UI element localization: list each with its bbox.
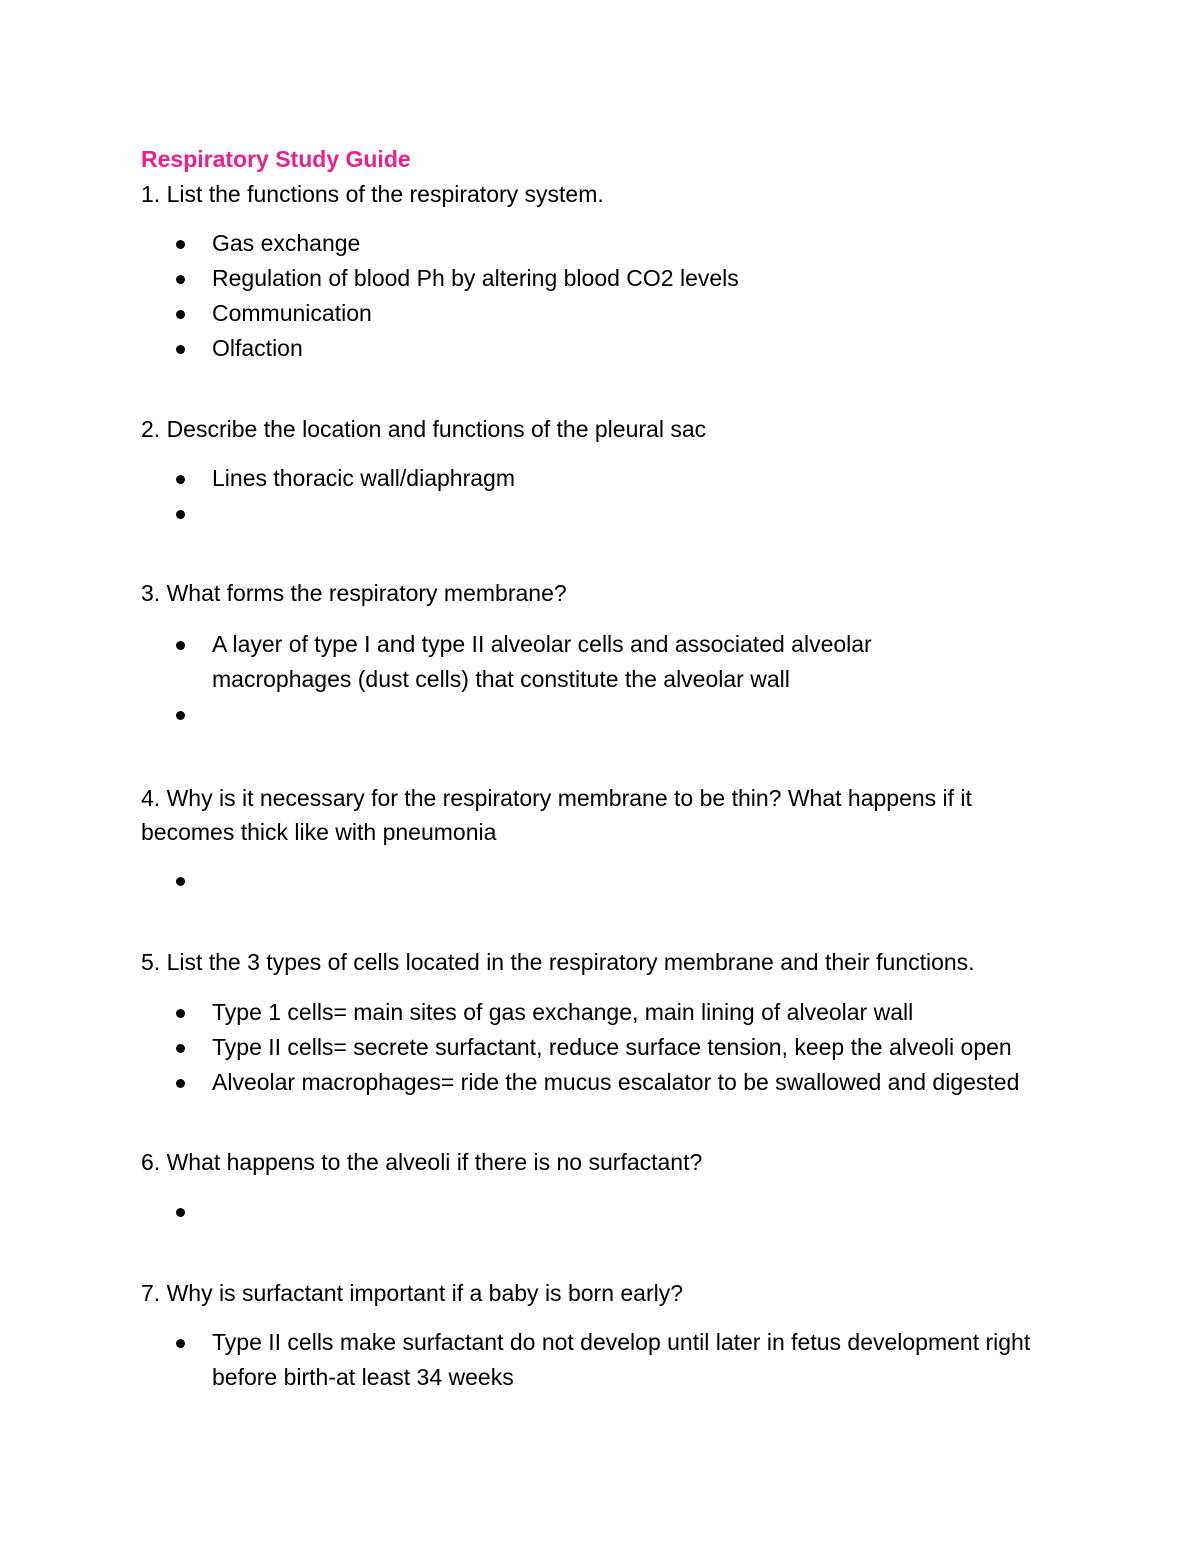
bullet-icon: [176, 1339, 185, 1348]
answer-bullet-3-1: A layer of type I and type II alveolar cells and associated alveolar macrophages (dust cells) that constitute the alveolar wall: [212, 631, 872, 692]
bullet-icon: [176, 1044, 185, 1053]
bullet-icon: [176, 240, 185, 249]
bullet-icon: [176, 345, 185, 354]
answer-bullet-2-1: Lines thoracic wall/diaphragm: [212, 465, 515, 491]
question-7: 7. Why is surfactant important if a baby is born early?: [141, 1280, 684, 1306]
bullet-icon: [176, 275, 185, 284]
bullet-icon: [176, 1009, 185, 1018]
answer-bullet-1-1: Gas exchange: [212, 230, 361, 256]
question-4: 4. Why is it necessary for the respiratory membrane to be thin? What happens if it becomes thick like with pneumonia: [141, 785, 972, 845]
answer-bullet-5-3: Alveolar macrophages= ride the mucus escalator to be swallowed and digested: [212, 1069, 1020, 1095]
answer-bullet-1-2: Regulation of blood Ph by altering blood CO2 levels: [212, 265, 739, 291]
bullet-icon: [176, 510, 185, 519]
answer-bullet-5-1: Type 1 cells= main sites of gas exchange, main lining of alveolar wall: [212, 999, 914, 1025]
answer-bullet-5-2: Type II cells= secrete surfactant, reduce surface tension, keep the alveoli open: [212, 1034, 1012, 1060]
question-1: 1. List the functions of the respiratory system.: [141, 181, 604, 207]
answer-bullet-7-1: Type II cells make surfactant do not develop until later in fetus development right before birth-at least 34 weeks: [212, 1329, 1031, 1390]
bullet-icon: [176, 1208, 185, 1217]
bullet-icon: [176, 1079, 185, 1088]
answer-bullet-1-3: Communication: [212, 300, 372, 326]
bullet-icon: [176, 310, 185, 319]
bullet-icon: [176, 475, 185, 484]
bullet-icon: [176, 641, 185, 650]
bullet-icon: [176, 877, 185, 886]
question-2: 2. Describe the location and functions of the pleural sac: [141, 416, 707, 442]
document-title: Respiratory Study Guide: [141, 146, 411, 172]
bullet-icon: [176, 711, 185, 720]
question-3: 3. What forms the respiratory membrane?: [141, 580, 567, 606]
question-5: 5. List the 3 types of cells located in the respiratory membrane and their functions.: [141, 949, 975, 975]
answer-bullet-1-4: Olfaction: [212, 335, 303, 361]
question-6: 6. What happens to the alveoli if there is no surfactant?: [141, 1149, 703, 1175]
